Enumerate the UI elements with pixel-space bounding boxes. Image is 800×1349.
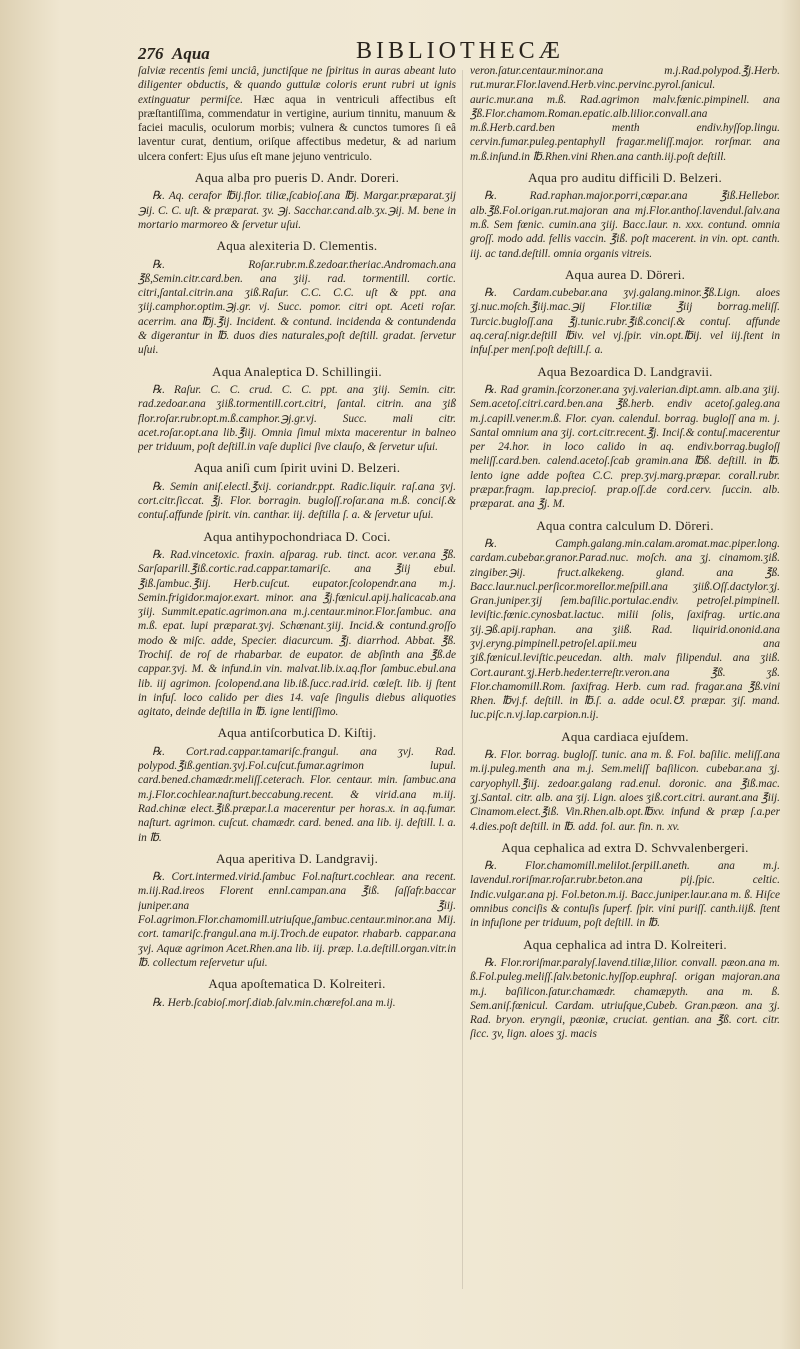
running-head-word: Aqua [172, 44, 210, 63]
recipe-text: ℞. Roſar.rubr.m.ß.zedoar.theriac.Andromach.ana ℥ß,Semin.citr.card.ben. ana ʒiij. rad. tormentill. cortic. citri,ſantal.citrin.ana ʒiß.Raſur. C.C. C.C. uſt & ppt. ana ʒiij.camphor.optim.℈j.gr. vj. Succ. pomor. citri opt. Aceti roſar. acerrim. ana ℔j.℥ij. Incident. & contund. incidenda & contundenda & digerantur in ℔. duos dies naturales,poſt deſtill. gradat. ſervetur uſui. [138, 258, 456, 357]
section-title: Aqua antiſcorbutica D. Kiſtij. [217, 725, 377, 741]
page-number: 276 [138, 44, 164, 63]
right-intro: veron.ſatur.centaur.minor.ana m.j.Rad.polypod.℥j.Herb. rut.murar.Flor.lavend.Herb.vinc.pervinc.pyrol.ſanicul. auric.mur.ana m.ß. Rad.agrimon malv.fœnic.pimpinell. ana ℥ß.Flor.chamom.Roman.epatic.alb.lilior.convall.ana m.ß.Herb.card.ben menth endiv.hyſſop.lingu. cervin.fumar.puleg.pentaphyll fragar.meliſſ.major. rorſmar. ana m.ß.inſund.in ℔.Rhen.vini Rhen.ana canth.iij.poſt deſtill. [470, 65, 780, 163]
section-title: Aqua aperitiva D. Landgravij. [215, 850, 379, 866]
left-column [138, 64, 456, 1309]
section-title: Aqua Bezoardica D. Landgravii. [537, 363, 713, 379]
recipe-text: ℞. Flor.chamomill.melilot.ſerpill.aneth. ana m.j. lavendul.roriſmar.roſar.rubr.beton.ana pij.ſpic. celtic. Indic.vulgar.ana pj. Fol.beton.m.ij. Bacc.juniper.laur.ana m. ß. Hiſce omnibus conciſis & contuſis ſuperf. ſpir. vini puriſſ. canth.iijß. ſtent in infuſione per triduum, poſt deſtill. in ℔. [470, 860, 780, 930]
section-title: Aqua antihypochondriaca D. Coci. [203, 528, 391, 544]
recipe-text: ℞. Cort.rad.cappar.tamariſc.frangul. ana ʒvj. Rad. polypod.℥iß.gentian.ʒvj.Fol.cuſcut.fumar.agrimon lupul. card.bened.chamædr.meliſſ.ceterach. Flor. centaur. min. ſambuc.ana m.j.Flor.cochlear.naſturt.beccabung.recent. & virid.ana m.iij. Rad.chinæ elect.℥iß.præpar.l.a macerentur per horas.x. in aq.fumar. naſturt. agrimon. cuſcut. chamædr. card. bened. ana lib. ij. deſtill. l. a. in ℔. [138, 745, 456, 844]
recipe-text: ℞. Flor. borrag. bugloſſ. tunic. ana m. ß. Fol. baſilic. meliſſ.ana m.ij.puleg.menth ana m.j. Sem.meliſſ baſilicon. cubebar.ana ʒj. caryophyll.℥iij. zedoar.galang rad.enul. doronic. ana ℥iß.mac. ʒj.Santal. citr. alb. ana ʒij. Lign. aloes ʒiß.cort.citri. aurant.ana ℥iij. Cinamom.elect.℥iß. Vin.Rhen.alb.opt.℔xv. infund & præp ſ.a.per 4.dies.poſt deſtill. in ℔. add. fol. aur. fin. n. xv. [470, 749, 780, 833]
section-title: Aqua Analeptica D. Schillingii. [212, 363, 382, 379]
recipe-text: ℞. Cardam.cubebar.ana ʒvj.galang.minor.℥ß.Lign. aloes ʒj.nuc.moſch.℥iij.mac.℈ij Flor.tiliæ ℥iij borrag.meliſſ. Turcic.bugloſſ.ana ℥j.tunic.rubr.℥iß.conciſ.& contuſ. affunde aq.ceraſ.nigr.deſtill ℔iv. vel vj.ſpir. vin.opt.℔ij. vel iij.ſtent in infuſ.per menſ.poſt deſtill.ſ. a. [470, 287, 780, 357]
left-intro-roman: Hæc aqua in ventriculi affectibus eſt præſtantiſſima, commendatur in vertigine, aurium tinnitu, manuum & faciei maculis, oculorum morbis; vulnera & cunctos tumores ſi eâ laventur curat, dentium, oriſque affectibus medetur, & ad narium ulcera confert: Ejus uſus eſt mane jejuno ventriculo. [138, 93, 456, 163]
recipe-text: ℞. Cort.intermed.virid.ſambuc Fol.naſturt.cochlear. ana recent. m.iij.Rad.ireos Florent ennl.campan.ana ℥iß. ſaſſafr.baccar juniper.ana ℥iij. Fol.agrimon.Flor.chamomill.utriuſque,ſambuc.centaur.minor.ana Mij. cort. tamariſc.frangul.ana m.ij.Troch.de eupator. rhabarb. cappar.ana ʒvj. Aquæ agrimon Acet.Rhen.ana lib. iij. præp. l.a.deſtill.organ.vitr.in ℔. collectum reſervetur uſui. [138, 871, 456, 969]
section-title: Aqua cardiaca ejuſdem. [561, 728, 689, 744]
recipe-text: ℞. Rad gramin.ſcorzoner.ana ʒvj.valerian.dipt.amn. alb.ana ʒiij. Sem.acetoſ.citri.card.ben.ana ℥ß.herb. endiv acetoſ.galeg.ana m.j.capill.vener.m.ß. Flor. cyan. calendul. borrag. bugloſſ ana m. j. Santal omnium ana ʒij. cort.citr.recent.℥j. Inciſ.& contuſ.macerentur per 24.hor. in loco calido in aq. endiv.borrag.bugloſſ meliſſ.card.ben. calend.acetoſ.ſcab gramin.ana ℔ß. deſtill. in ℔. lento igne adde poſtea C.C. prep.ʒvj.marg.præpar. corall.rubr. præpar.fragm. lap.precioſ. prap.oſſ.de cord.cerv. ſuccin. alb. præparat. ana ℥j. M. [470, 383, 780, 511]
recipe-text: ℞. Camph.galang.min.calam.aromat.mac.piper.long. cardam.cubebar.granor.Parad.nuc. moſch. ana ʒj. cinamom.ʒiß. zingiber.℈ij. fruct.alkekeng. gland. ana ℥ß. Bacc.laur.nucl.perſicor.morellor.meſpill.ana ʒiiß.Oſſ.dactylor.ʒj. Gran.juniper.ʒij ſem.baſilic.portulac.endiv. petroſel.pimpinell. leviſtic.fœnic.cynosbat.lactuc. milii ſolis, ſaxifrag. urtic.ana ʒij.℈ß.apij.raphan. ana ʒiiß. Rad. liquirid.ononid.ana ʒvj.eryng.pimpinell.petroſel.apii.meu ana ʒiß.fœnicul.leviſtic.peucedan. alth. malv filipendul. ana ʒiiß. Cort.aurant.ʒj.Herb.heder.terreſtr.veron.ana ℥ß. ʒß. Flor.chamomill.Rom. ſaxifrag. Herb. cum rad. fragar.ana ℥ß.vini Rhen. ℔vj.f. deſtill. in ℔.ſ. a. adde ocul.☋. præpar. ʒiſ. mand. luc.piſc.n.vj.lap.carpion.n.ij. [470, 537, 780, 722]
column-divider [462, 70, 463, 1289]
left-intro [138, 64, 456, 164]
section-title: Aqua cephalica ad intra D. Kolreiteri. [523, 936, 727, 952]
section-title: Aqua contra calculum D. Döreri. [536, 517, 714, 533]
section-title: Aqua alba pro pueris D. Andr. Doreri. [194, 170, 400, 186]
section-title: Aqua aniſi cum ſpirit uvini D. Belzeri. [193, 460, 401, 476]
section-title: Aqua cephalica ad extra D. Schvvalenbergeri. [501, 839, 749, 855]
section-title: Aqua apoſtematica D. Kolreiteri. [208, 976, 386, 992]
section-title: Aqua aurea D. Döreri. [564, 266, 686, 282]
recipe-text: ℞. Flor.roriſmar.paralyſ.lavend.tiliæ,lilior. convall. pæon.ana m. ß.Fol.puleg.meliſſ.ſalv.betonic.hyſſop.euphraſ. origan majoran.ana m.j. baſilicon.ſatur.chamædr. chamæpyth. ana m. ß. Sem.aniſ.fœnicul. Cardam. utriuſque,Cubeb. Gran.pæon. ana ʒj. Rad. bryon. eryngii, pæoniæ, cruciat. gentian. ana ℥ß. cort. citr. ſicc. ʒv, lign. aloes ʒj. macis [470, 956, 780, 1041]
recipe-text: ℞. Rad.raphan.major.porri,cœpar.ana ℥iß.Hellebor. alb.℥ß.Fol.origan.rut.majoran ana mj.Flor.anthoſ.lavendul.ſalv.ana m.ß. Sem fœnic. cumin.ana ʒiij. Bacc.laur. n. xxx. contund. omnia groſſ. modo add. fellis vaccin. ℥iß. poſt macerent. in vin. opt. canth. iij. ac tand.deſtill. omnia organis vitreis. [470, 190, 780, 260]
recipe-text: ℞. Rad.vincetoxic. fraxin. aſparag. rub. tinct. acor. ver.ana ℥ß. Sarſaparill.℥iß.cortic.rad.cappar.tamariſc. ana ℥iij ebul. ℥iß.ſambuc.℥iij. Herb.cuſcut. eupator.ſcolopendr.ana m.j. Semin.frigidor.major.exart. minor. ana ℥j.fœnicul.apij.halicacab.ana ʒiij. Summit.epatic.agrimon.ana m.j.centaur.minor.Flor.ſambuc. ana m.ß. epat. lupi præparat.ʒvj. Schœnant.ʒiij. Incid.& contund.groſſo modo & miſc. adde, Specier. diacurcum. ℥j. diarrhod. Abbat. ℥ß. Trochiſ. de roſ de rhabarbar. de eupator. de abſinth ana ℥ß.de cappar.ʒvj. M. & infund.in vin. malvat.lib.ix.aq.flor ſambuc.ebul.ana lib. iij agrimon. ſcolopend.ana lib.iß.ſucc.rad.irid. cœleſt. lib. ij ſtent in infuſ. loco calido per dies 14. vaſe ſingulis diebus aliquoties agitato, deinde deſtilla in ℔. igne lentiſſimo. [138, 548, 456, 719]
right-column [470, 64, 780, 1309]
recipe-text: ℞. Herb.ſcabioſ.morſ.diab.ſalv.min.chœrefol.ana m.ij. [152, 996, 396, 1009]
section-title: Aqua alexiteria D. Clementis. [216, 238, 378, 254]
recipe-text: ℞. Aq. cerafor ℔ij.flor. tiliæ,ſcabioſ.ana ℔j. Margar.præparat.ʒij ℈ij. C. C. uſt. & præparat. ʒv. ℈j. Sacchar.cand.alb.ʒx.℈ij. M. bene in mortario marmoreo & ſervetur uſui. [138, 190, 456, 231]
recipe-text: ℞. Raſur. C. C. crud. C. C. ppt. ana ʒiij. Semin. citr. rad.zedoar.ana ʒiiß.tormentill.cort.citri, ſantal. citrin. ana ʒiß flor.roſar.rubr.opt.m.ß.camphor.℈j.gr.vj. Succ. mali citr. acet.roſar.opt.ana lib.℥iij. Omnia ſimul mixta macerentur in balneo per triduum, poſt deſtill.in vaſe duplici ſive clauſo, & ſervetur uſui. [138, 383, 456, 454]
running-title: BIBLIOTHECÆ [356, 38, 564, 64]
left-intro-italic: ſalviæ recentis ſemi unciâ, junctiſque ne ſpiritus in auras abeant luto diligenter obductis, & quando guttulæ coloris erunt rubri ut ignis extinguatur permiſce. [138, 65, 456, 106]
recipe-text: ℞. Semin aniſ.electl.℥xij. coriandr.ppt. Radic.liquir. raſ.ana ʒvj. cort.citr.ſiccat. ℥j. Flor. borragin. bugloſſ.roſar.ana m.ß. conciſ.& contuſ.affunde ſpirit. vin. canthar. iij. deſtilla ſ. a. & ſervetur uſui. [138, 480, 456, 522]
section-title: Aqua pro auditu difficili D. Belzeri. [528, 170, 722, 186]
